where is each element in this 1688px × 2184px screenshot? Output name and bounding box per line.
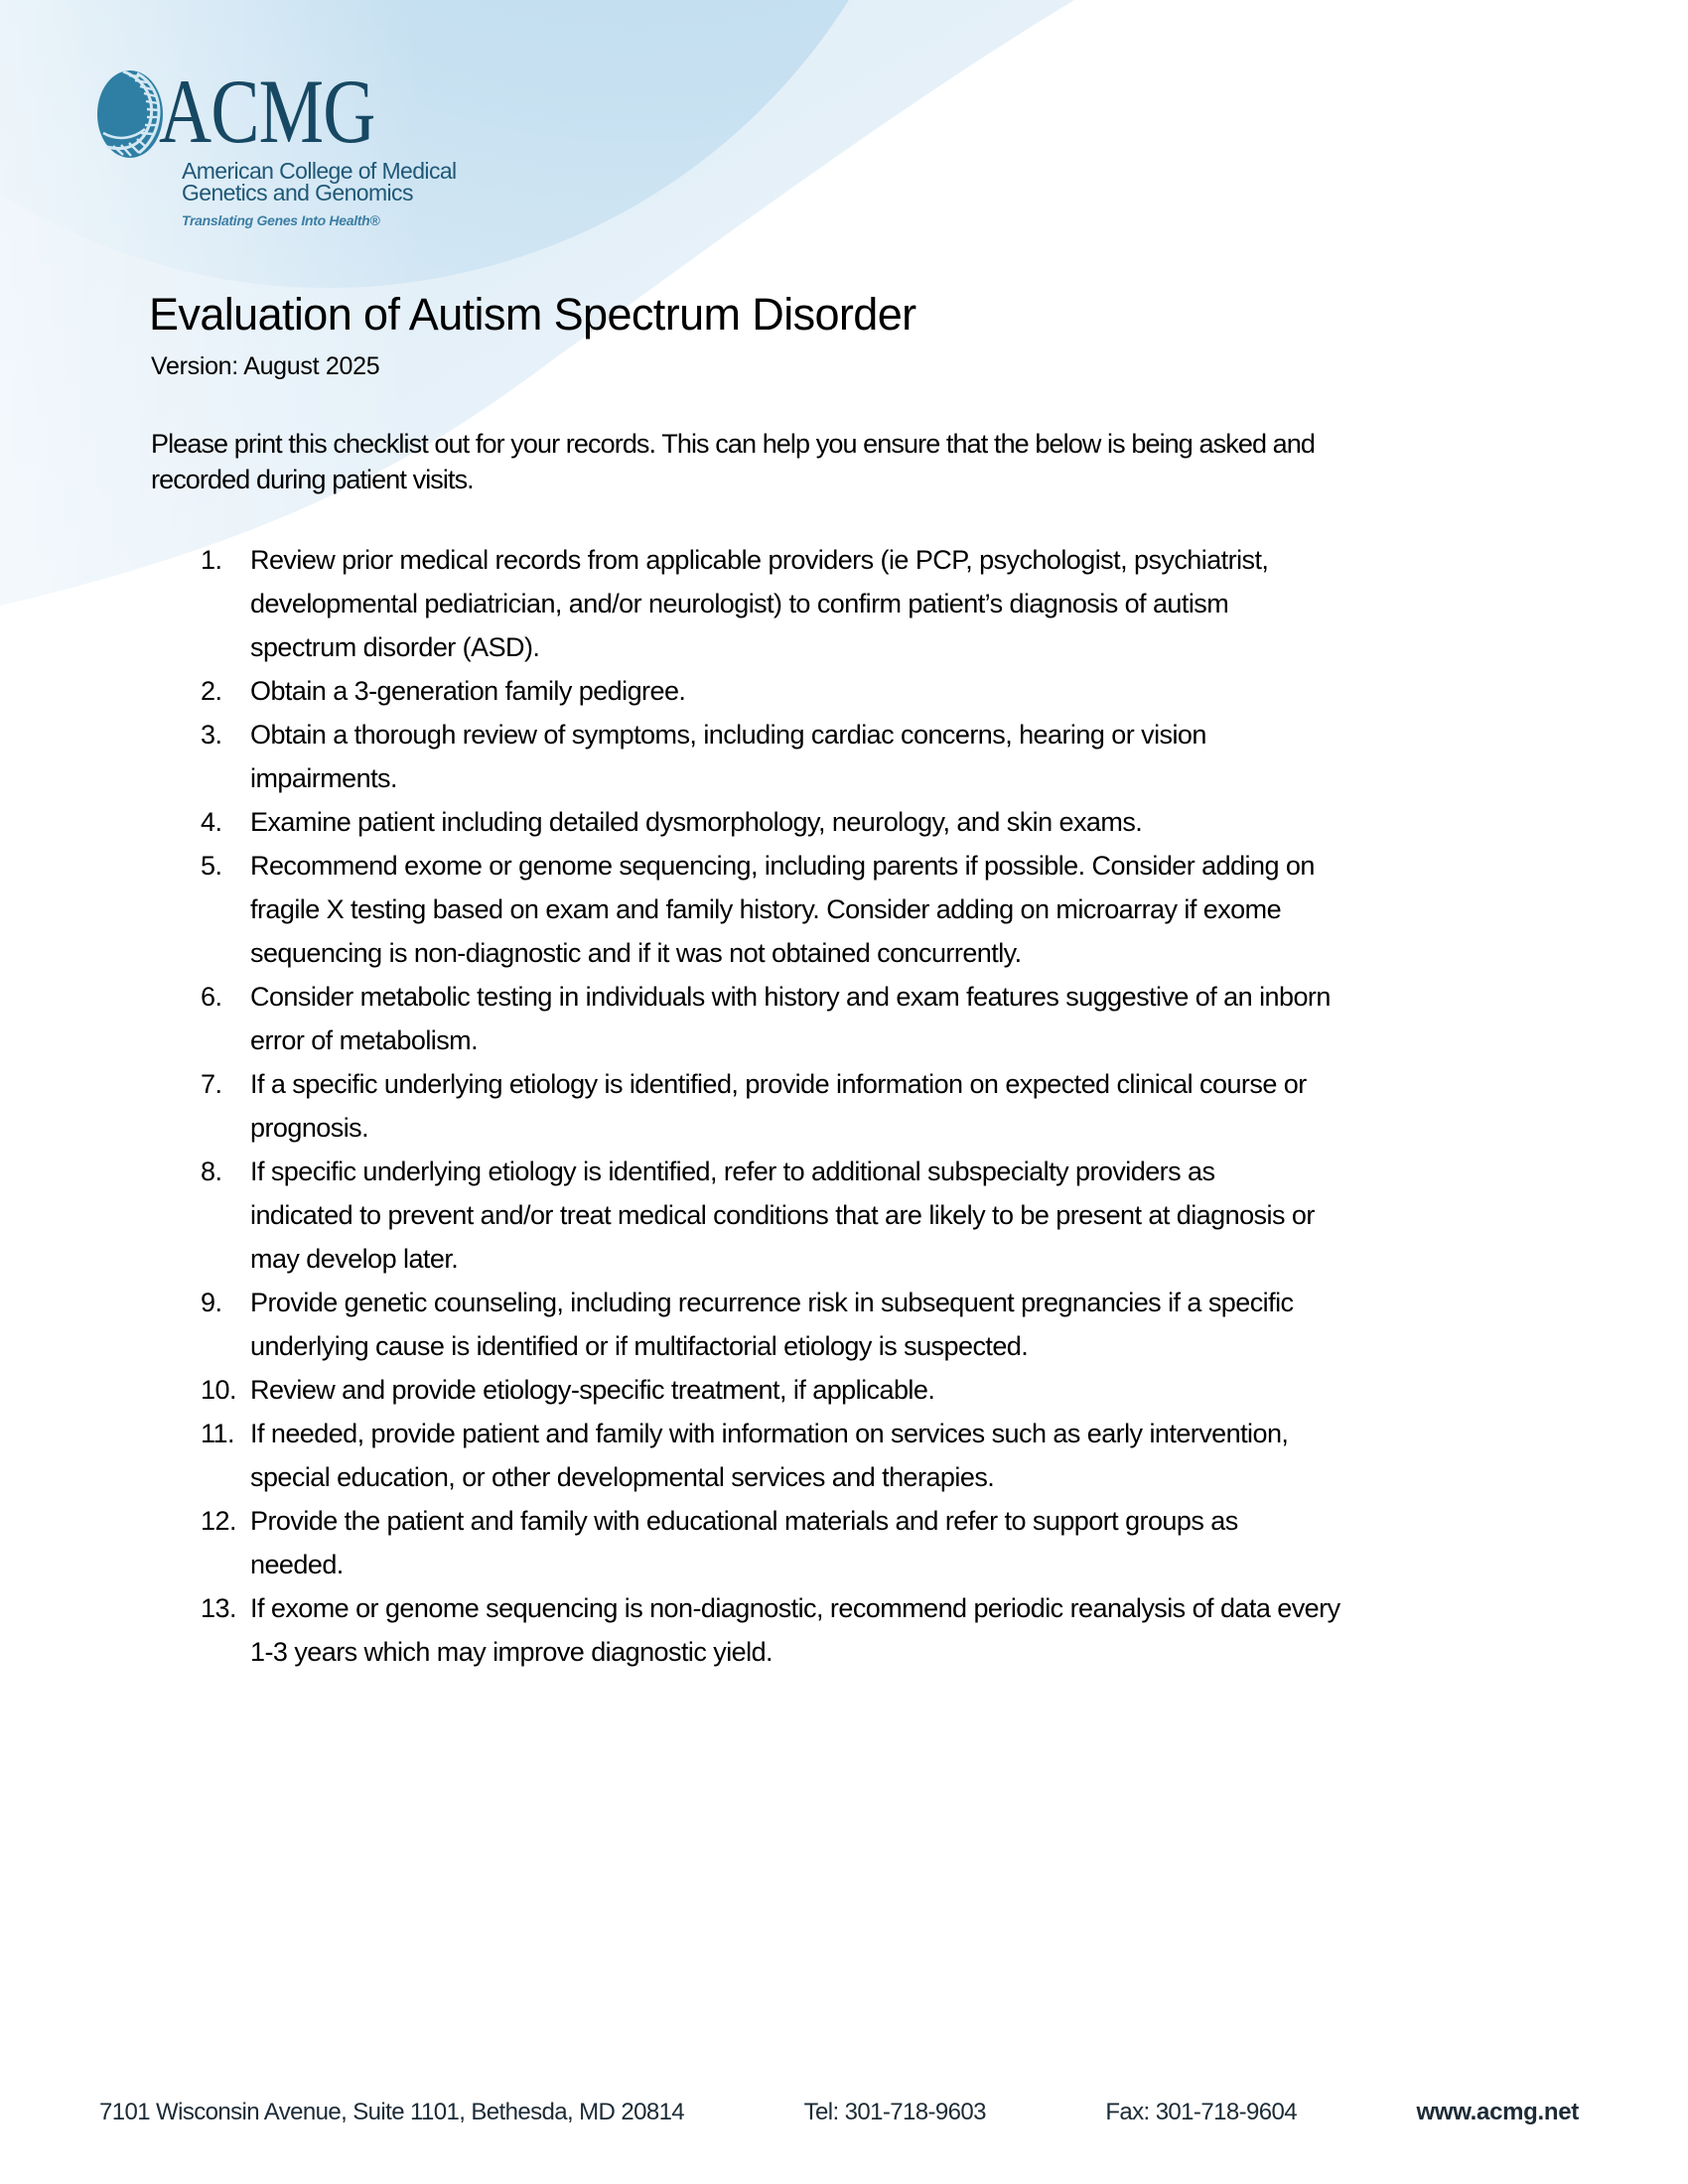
item-number: 8. — [201, 1157, 222, 1186]
checklist-item — [201, 800, 1340, 844]
item-number: 2. — [201, 676, 222, 706]
organization-name-line-2: Genetics and Genomics — [182, 180, 413, 205]
footer-telephone: Tel: 301-718-9603 — [803, 2099, 986, 2125]
checklist-item — [201, 1586, 1340, 1674]
item-text-line: Provide genetic counseling, including recurrence risk in subsequent pregnancies if a specific — [250, 1288, 1294, 1317]
logo-wordmark: ACMG — [159, 61, 375, 162]
checklist-item — [201, 1281, 1340, 1368]
item-text-line: impairments. — [250, 763, 397, 793]
item-text-line: error of metabolism. — [250, 1025, 479, 1055]
item-text-line: fragile X testing based on exam and family history. Consider adding on microarray if exome — [250, 894, 1282, 924]
item-text-line: indicated to prevent and/or treat medical conditions that are likely to be present at diagnosis or — [250, 1200, 1315, 1230]
checklist-item — [201, 538, 1340, 669]
item-number: 7. — [201, 1069, 222, 1099]
item-text-line: Recommend exome or genome sequencing, including parents if possible. Consider adding on — [250, 851, 1315, 881]
footer-fax: Fax: 301-718-9604 — [1105, 2099, 1297, 2125]
item-text-line: Consider metabolic testing in individuals with history and exam features suggestive of an inborn — [250, 982, 1331, 1012]
item-number: 13. — [201, 1593, 237, 1623]
item-text-line: underlying cause is identified or if multifactorial etiology is suspected. — [250, 1331, 1029, 1361]
item-number: 1. — [201, 545, 222, 575]
checklist-item — [201, 1368, 1340, 1412]
document-version: Version: August 2025 — [151, 352, 380, 380]
item-text-line: Examine patient including detailed dysmorphology, neurology, and skin exams. — [250, 807, 1143, 837]
dna-globe-icon — [93, 68, 167, 161]
item-text-line: If specific underlying etiology is identified, refer to additional subspecialty providers as — [250, 1157, 1215, 1186]
item-number: 9. — [201, 1288, 222, 1317]
checklist-item — [201, 1150, 1340, 1281]
item-text-line: may develop later. — [250, 1244, 459, 1274]
item-number: 4. — [201, 807, 222, 837]
item-text-line: developmental pediatrician, and/or neurologist) to confirm patient’s diagnosis of autism — [250, 589, 1229, 618]
item-text-line: special education, or other developmental services and therapies. — [250, 1462, 995, 1492]
item-text-line: Provide the patient and family with educational materials and refer to support groups as — [250, 1506, 1238, 1536]
item-number: 6. — [201, 982, 222, 1012]
item-number: 3. — [201, 720, 222, 750]
item-text-line: 1-3 years which may improve diagnostic yield. — [250, 1637, 773, 1667]
item-number: 11. — [201, 1419, 235, 1448]
item-text-line: If a specific underlying etiology is identified, provide information on expected clinical course or — [250, 1069, 1307, 1099]
page-title: Evaluation of Autism Spectrum Disorder — [149, 289, 916, 340]
item-text-line: prognosis. — [250, 1113, 369, 1143]
item-text-line: needed. — [250, 1550, 344, 1579]
footer-address: 7101 Wisconsin Avenue, Suite 1101, Bethesda, MD 20814 — [99, 2099, 685, 2125]
page-footer — [99, 2098, 1579, 2127]
item-number: 10. — [201, 1375, 237, 1405]
organization-tagline: Translating Genes Into Health® — [182, 212, 380, 228]
item-number: 12. — [201, 1506, 237, 1536]
intro-line: recorded during patient visits. — [151, 465, 474, 494]
checklist-item — [201, 1062, 1340, 1150]
item-text-line: Obtain a 3-generation family pedigree. — [250, 676, 686, 706]
checklist-item — [201, 844, 1340, 975]
organization-name-line-1: American College of Medical — [182, 158, 457, 184]
item-text-line: If exome or genome sequencing is non-diagnostic, recommend periodic reanalysis of data every — [250, 1593, 1340, 1623]
intro-line: Please print this checklist out for your records. This can help you ensure that the below is being asked and — [151, 429, 1316, 459]
item-text-line: Review and provide etiology-specific treatment, if applicable. — [250, 1375, 935, 1405]
item-text-line: sequencing is non-diagnostic and if it was not obtained concurrently. — [250, 938, 1022, 968]
checklist-item — [201, 1499, 1340, 1586]
item-text-line: Obtain a thorough review of symptoms, including cardiac concerns, hearing or vision — [250, 720, 1206, 750]
item-text-line: If needed, provide patient and family with information on services such as early intervention, — [250, 1419, 1289, 1448]
item-text-line: spectrum disorder (ASD). — [250, 632, 540, 662]
intro-paragraph — [151, 426, 1315, 497]
checklist-item — [201, 1412, 1340, 1499]
checklist-item — [201, 975, 1340, 1062]
footer-website-link[interactable]: www.acmg.net — [1416, 2099, 1579, 2125]
checklist-item — [201, 669, 1340, 713]
evaluation-checklist — [201, 538, 1340, 1674]
item-text-line: Review prior medical records from applicable providers (ie PCP, psychologist, psychiatrist, — [250, 545, 1269, 575]
item-number: 5. — [201, 851, 222, 881]
checklist-item — [201, 713, 1340, 800]
